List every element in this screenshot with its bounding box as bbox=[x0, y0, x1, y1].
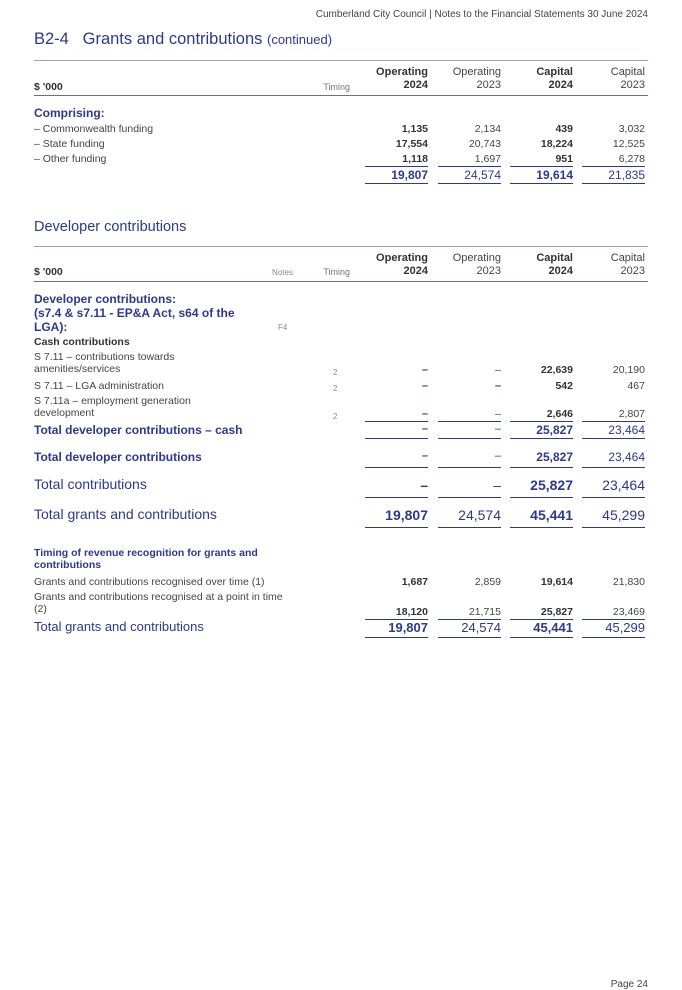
cell: 439 bbox=[555, 123, 573, 135]
total-cell: – bbox=[493, 477, 501, 493]
cell: 1,697 bbox=[474, 153, 501, 165]
dev-notes-header: Notes bbox=[272, 268, 293, 277]
comprising-heading: Comprising: bbox=[34, 106, 105, 120]
total-cell: 24,574 bbox=[461, 620, 501, 635]
dev-section-note: F4 bbox=[278, 323, 288, 332]
row-label: – State funding bbox=[34, 138, 105, 150]
title-code: B2-4 bbox=[34, 30, 69, 48]
dev-row-timing: 2 bbox=[333, 384, 338, 393]
developer-heading: Developer contributions bbox=[34, 219, 187, 235]
title-text: Grants and contributions bbox=[82, 30, 263, 48]
total-dev-cash-label: Total developer contributions – cash bbox=[34, 423, 243, 437]
page-title bbox=[34, 30, 332, 49]
total-cell: – bbox=[421, 450, 428, 462]
dev-row-label: S 7.11 – contributions towards amenities/services bbox=[34, 351, 175, 375]
total-cell: 19,614 bbox=[536, 168, 573, 182]
total-contrib-label: Total contributions bbox=[34, 476, 147, 492]
total-cell: 45,299 bbox=[605, 620, 645, 635]
cell: 3,032 bbox=[618, 123, 645, 135]
total-cell: 24,574 bbox=[464, 168, 501, 182]
cash-heading: Cash contributions bbox=[34, 336, 130, 348]
total-cell: – bbox=[494, 423, 501, 435]
dev-col-capital-2023: Capital 2023 bbox=[610, 252, 645, 277]
table1-unit-header: $ '000 bbox=[34, 81, 63, 93]
col-capital-2024: Capital 2024 bbox=[536, 66, 573, 91]
cell: – bbox=[421, 380, 428, 392]
timing-row-label: Grants and contributions recognised over time (1) bbox=[34, 576, 265, 588]
dev-col-operating-2023: Operating 2023 bbox=[452, 252, 501, 277]
dev-row-label: S 7.11 – LGA administration bbox=[34, 380, 164, 392]
total-cell: 19,807 bbox=[391, 168, 428, 182]
total-cell: – bbox=[421, 423, 428, 435]
page-number: Page 24 bbox=[610, 979, 648, 990]
table1-top-rule bbox=[34, 60, 648, 61]
cell: – bbox=[421, 408, 428, 420]
dev-timing-header: Timing bbox=[323, 267, 350, 277]
dev-section-heading: Developer contributions: (s7.4 & s7.11 - EP&A Act, s64 of the LGA): bbox=[34, 292, 235, 334]
cell: 6,278 bbox=[618, 153, 645, 165]
dev-col-operating-2024: Operating 2024 bbox=[376, 252, 428, 277]
total-cell: – bbox=[494, 450, 501, 462]
cell: 467 bbox=[627, 380, 645, 392]
dev-unit-header: $ '000 bbox=[34, 266, 63, 278]
cell: 1,135 bbox=[401, 123, 428, 135]
cell: 1,118 bbox=[402, 153, 428, 165]
total-cell: 25,827 bbox=[536, 423, 573, 437]
cell: 12,525 bbox=[612, 138, 645, 150]
total-cell: – bbox=[420, 477, 428, 493]
row-label: – Other funding bbox=[34, 153, 107, 165]
cell: 18,120 bbox=[395, 606, 428, 618]
total-cell: 23,464 bbox=[608, 450, 645, 464]
total-cell: 25,827 bbox=[536, 450, 573, 464]
total-cell: 45,441 bbox=[533, 620, 573, 635]
cell: 2,646 bbox=[546, 408, 573, 420]
total-cell: 21,835 bbox=[608, 168, 645, 182]
cell: – bbox=[495, 408, 501, 420]
dev-top-rule bbox=[34, 246, 648, 247]
total-cell: 23,464 bbox=[602, 477, 645, 493]
cell: 951 bbox=[555, 153, 573, 165]
cell: 2,134 bbox=[474, 123, 501, 135]
timing-row-label: Grants and contributions recognised at a point in time (2) bbox=[34, 591, 283, 615]
total-cell: 24,574 bbox=[458, 507, 501, 523]
dev-row-timing: 2 bbox=[333, 368, 338, 377]
total-cell: 45,441 bbox=[530, 507, 573, 523]
total-gc-label: Total grants and contributions bbox=[34, 506, 217, 522]
cell: 19,614 bbox=[540, 576, 573, 588]
table1-header-rule bbox=[34, 95, 648, 96]
cell: 542 bbox=[555, 380, 573, 392]
cell: 18,224 bbox=[540, 138, 573, 150]
cell: 21,715 bbox=[468, 606, 501, 618]
total-cell: 19,807 bbox=[385, 507, 428, 523]
title-continued: (continued) bbox=[267, 32, 333, 47]
cell: 17,554 bbox=[395, 138, 428, 150]
dev-row-label: S 7.11a – employment generation development bbox=[34, 395, 191, 419]
dev-col-capital-2024: Capital 2024 bbox=[536, 252, 573, 277]
cell: 2,859 bbox=[474, 576, 501, 588]
total-cell: 19,807 bbox=[388, 620, 428, 635]
cell: – bbox=[495, 364, 501, 376]
col-capital-2023: Capital 2023 bbox=[610, 66, 645, 91]
cell: – bbox=[494, 380, 501, 392]
timing-total-label: Total grants and contributions bbox=[34, 619, 204, 634]
cell: 21,830 bbox=[612, 576, 645, 588]
cell: 22,639 bbox=[540, 364, 573, 376]
cell: 20,190 bbox=[612, 364, 645, 376]
row-label: – Commonwealth funding bbox=[34, 123, 154, 135]
col-operating-2024: Operating 2024 bbox=[376, 66, 428, 91]
cell: 1,687 bbox=[401, 576, 428, 588]
total-cell: 45,299 bbox=[602, 507, 645, 523]
cell: 20,743 bbox=[468, 138, 501, 150]
col-operating-2023: Operating 2023 bbox=[452, 66, 501, 91]
total-dev-label: Total developer contributions bbox=[34, 450, 202, 464]
cell: 23,469 bbox=[612, 606, 645, 618]
total-cell: 23,464 bbox=[608, 423, 645, 437]
dev-header-rule bbox=[34, 281, 648, 282]
cell: 2,807 bbox=[618, 408, 645, 420]
dev-row-timing: 2 bbox=[333, 412, 338, 421]
total-cell: 25,827 bbox=[530, 477, 573, 493]
table1-timing-header: Timing bbox=[323, 82, 350, 92]
cell: – bbox=[421, 364, 428, 376]
timing-heading: Timing of revenue recognition for grants and contributions bbox=[34, 547, 258, 571]
cell: 25,827 bbox=[540, 606, 573, 618]
page-header: Cumberland City Council | Notes to the Financial Statements 30 June 2024 bbox=[315, 9, 648, 20]
